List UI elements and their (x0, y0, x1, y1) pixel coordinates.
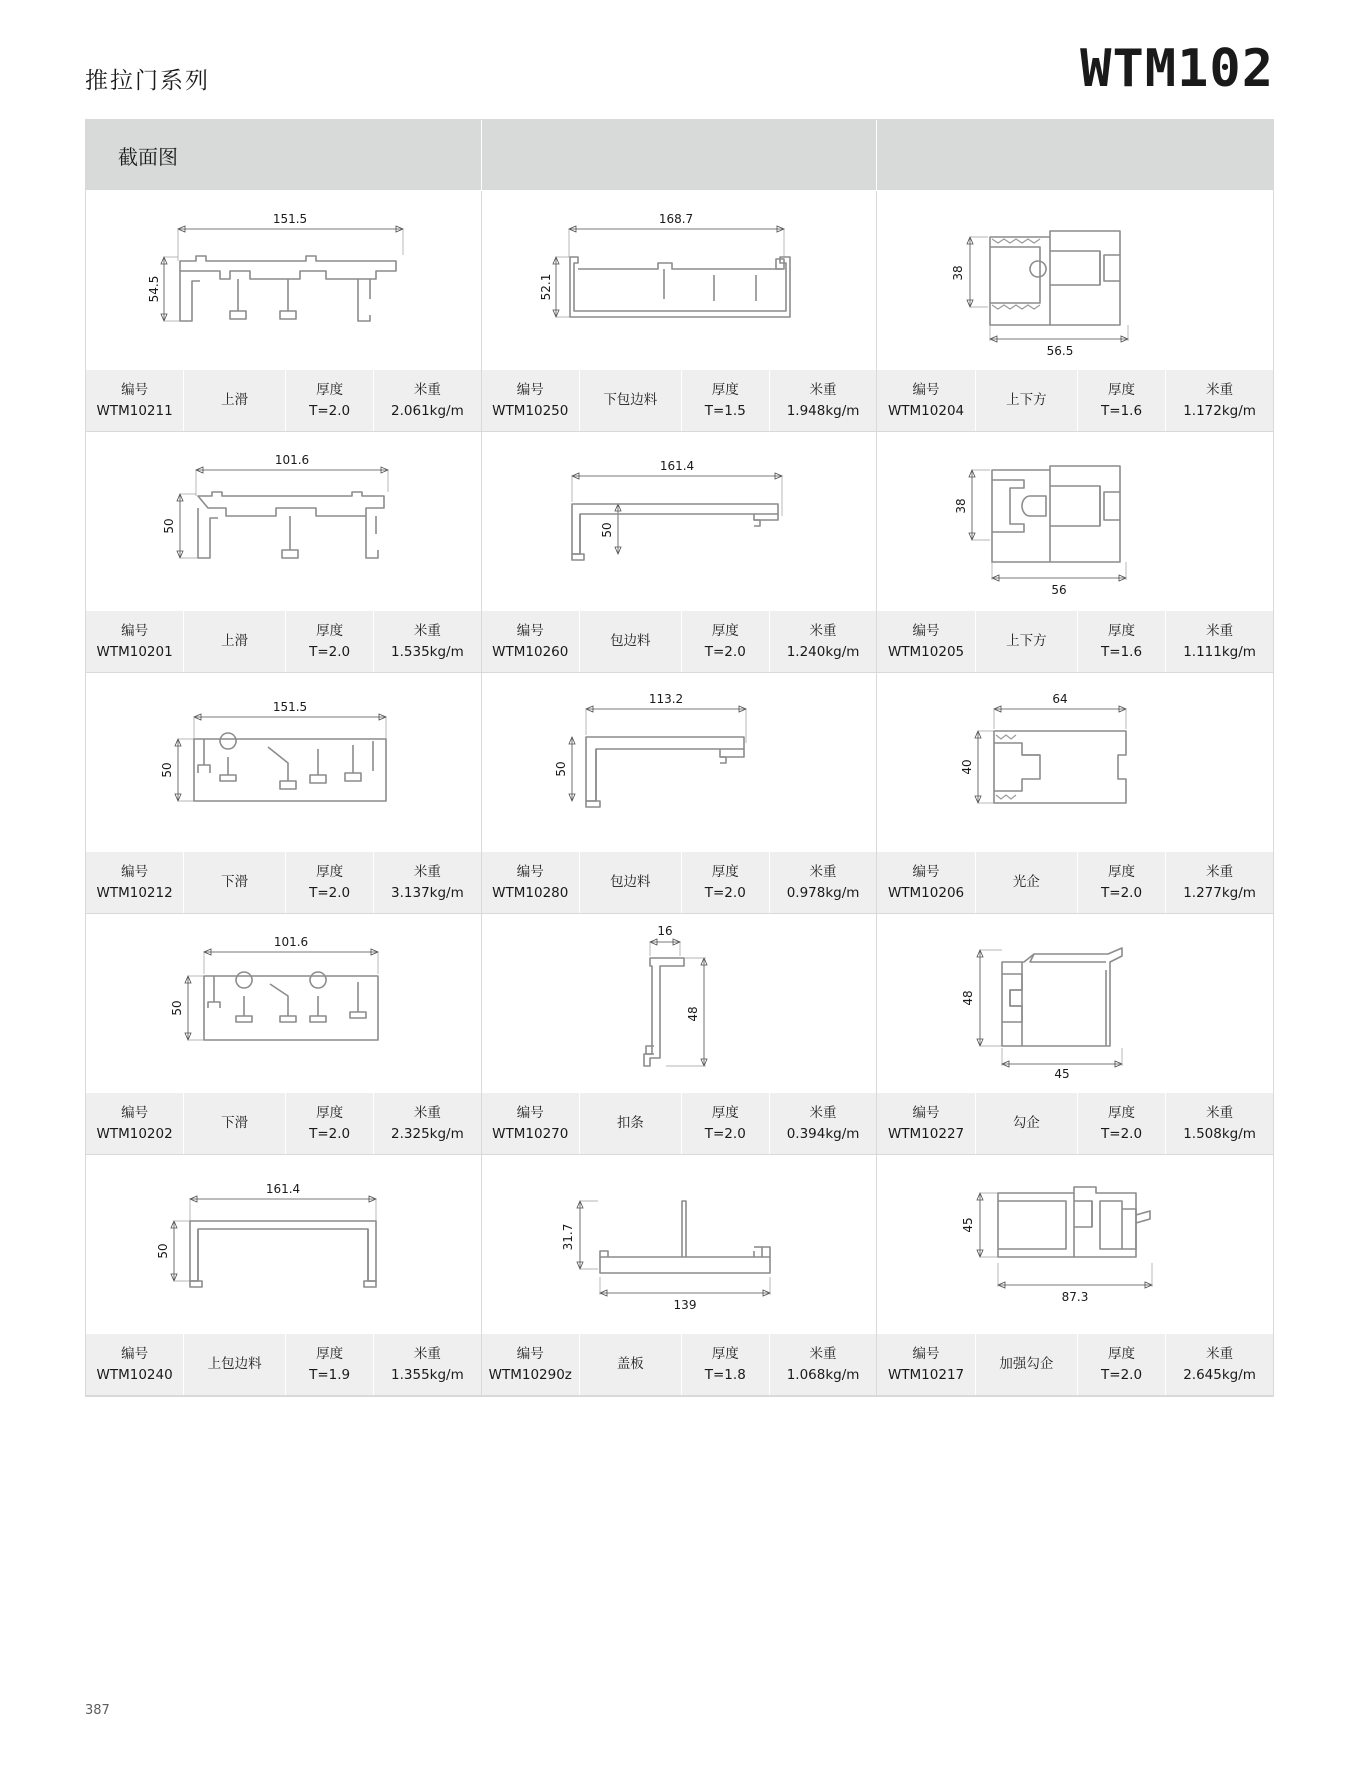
spec-name (184, 611, 286, 672)
spec-name-value: 上下方 (1006, 392, 1047, 409)
spec-code-value: WTM10290z (488, 1366, 572, 1383)
spec-weight (1166, 1334, 1273, 1395)
profile-sheet (85, 119, 1274, 1397)
spec-thickness (682, 852, 770, 913)
spec-thickness-value: T=2.0 (1101, 884, 1143, 901)
spec-weight-label: 米重 (1206, 1345, 1234, 1362)
spec-name-value: 上滑 (221, 392, 249, 409)
spec-thickness (1078, 852, 1166, 913)
spec-code-value: WTM10250 (492, 402, 569, 419)
spec-code-value: WTM10217 (887, 1366, 965, 1383)
spec-code (877, 1334, 975, 1395)
profile-drawing-wtm10270 (482, 914, 877, 1092)
spec-weight-value: 2.645kg/m (1183, 1366, 1256, 1383)
spec-row (482, 851, 877, 913)
spec-thickness-value: T=2.0 (309, 402, 351, 419)
profile-cell (482, 191, 878, 432)
profile-cell (877, 191, 1273, 432)
spec-thickness-label: 厚度 (711, 1345, 739, 1362)
spec-weight-label: 米重 (809, 622, 837, 639)
spec-row (877, 610, 1273, 672)
spec-code-label: 编号 (912, 1104, 940, 1121)
spec-row (877, 851, 1273, 913)
spec-thickness-value: T=1.5 (704, 402, 746, 419)
spec-name (580, 1334, 682, 1395)
spec-name (184, 1093, 286, 1154)
spec-thickness-value: T=1.6 (1101, 402, 1143, 419)
profile-drawing-wtm10217 (877, 1155, 1273, 1333)
spec-thickness-label: 厚度 (711, 1104, 739, 1121)
spec-weight-label: 米重 (809, 1345, 837, 1362)
spec-thickness-value: T=1.6 (1101, 643, 1143, 660)
dim-height: 50 (160, 762, 175, 778)
dim-width: 64 (1052, 692, 1068, 706)
dim-height: 48 (961, 990, 976, 1006)
spec-name-value: 光企 (1012, 874, 1040, 891)
dim-width: 113.2 (648, 692, 684, 706)
spec-code-label: 编号 (912, 1345, 940, 1362)
dim-height: 50 (162, 518, 177, 534)
dim-width: 161.4 (266, 1182, 301, 1196)
spec-weight (770, 1334, 877, 1395)
spec-code-label: 编号 (121, 1345, 149, 1362)
spec-code-label: 编号 (121, 1104, 149, 1121)
spec-name-value: 盖板 (616, 1356, 644, 1373)
profile-cell (86, 673, 482, 914)
profile-cell (86, 191, 482, 432)
profile-cell (86, 914, 482, 1155)
spec-weight-label: 米重 (413, 863, 441, 880)
profile-drawing-wtm10240 (86, 1155, 481, 1333)
spec-name (580, 1093, 682, 1154)
spec-thickness (1078, 1334, 1166, 1395)
spec-thickness-label: 厚度 (1108, 1104, 1136, 1121)
spec-code (482, 370, 580, 431)
dim-width: 161.4 (659, 459, 695, 473)
dim-width: 168.7 (658, 212, 694, 226)
profile-cell (482, 432, 878, 673)
spec-code-value: WTM10201 (96, 643, 173, 660)
spec-thickness-value: T=2.0 (704, 643, 746, 660)
spec-code-label: 编号 (121, 381, 149, 398)
spec-code (877, 370, 975, 431)
spec-thickness-value: T=2.0 (1101, 1366, 1143, 1383)
dim-height: 48 (685, 1006, 700, 1022)
spec-code-value: WTM10206 (887, 884, 965, 901)
spec-name (976, 611, 1078, 672)
profile-drawing-wtm10202 (86, 914, 481, 1092)
spec-weight-value: 2.061kg/m (391, 402, 464, 419)
spec-weight-label: 米重 (1206, 863, 1234, 880)
dim-width: 56.5 (1046, 344, 1074, 358)
profile-cell (877, 673, 1273, 914)
spec-row (482, 1092, 877, 1154)
profile-grid (86, 190, 1273, 1396)
dim-height: 50 (553, 761, 568, 777)
spec-row (877, 369, 1273, 431)
spec-code (86, 370, 184, 431)
spec-code-label: 编号 (516, 1345, 544, 1362)
spec-thickness-label: 厚度 (316, 622, 344, 639)
dim-width: 101.6 (274, 935, 309, 949)
spec-name (580, 852, 682, 913)
spec-thickness (682, 1334, 770, 1395)
profile-drawing-wtm10212 (86, 673, 481, 851)
spec-code-value: WTM10204 (887, 402, 965, 419)
spec-weight-label: 米重 (1206, 1104, 1234, 1121)
dim-height: 50 (599, 522, 614, 538)
spec-weight (1166, 852, 1273, 913)
spec-thickness (682, 370, 770, 431)
spec-code-label: 编号 (912, 622, 940, 639)
spec-thickness-value: T=2.0 (309, 884, 351, 901)
spec-weight-value: 1.172kg/m (1183, 402, 1256, 419)
spec-name (976, 852, 1078, 913)
spec-thickness (286, 1093, 374, 1154)
spec-thickness (1078, 370, 1166, 431)
profile-cell (86, 432, 482, 673)
spec-weight-value: 1.508kg/m (1183, 1125, 1256, 1142)
spec-name-value: 上滑 (221, 633, 249, 650)
profile-drawing-wtm10250 (482, 191, 877, 369)
spec-code-label: 编号 (912, 863, 940, 880)
model-code: WTM102 (1080, 39, 1274, 99)
spec-thickness-value: T=2.0 (309, 1125, 351, 1142)
spec-thickness-label: 厚度 (711, 381, 739, 398)
spec-thickness-value: T=2.0 (1101, 1125, 1143, 1142)
spec-code-value: WTM10202 (96, 1125, 173, 1142)
profile-drawing-wtm10206 (877, 673, 1273, 851)
spec-name (976, 370, 1078, 431)
spec-code-label: 编号 (912, 381, 940, 398)
spec-weight (374, 611, 481, 672)
spec-weight (374, 852, 481, 913)
spec-thickness-value: T=1.9 (309, 1366, 351, 1383)
profile-cell (877, 1155, 1273, 1396)
spec-weight (374, 1334, 481, 1395)
page-header (85, 0, 1274, 99)
spec-weight-value: 3.137kg/m (391, 884, 464, 901)
spec-thickness (286, 611, 374, 672)
spec-weight (770, 370, 877, 431)
dim-height: 31.7 (560, 1223, 575, 1251)
spec-code (86, 852, 184, 913)
spec-thickness (1078, 1093, 1166, 1154)
spec-weight-value: 0.978kg/m (786, 884, 860, 901)
spec-thickness-value: T=2.0 (704, 1125, 746, 1142)
profile-drawing-wtm10211 (86, 191, 481, 369)
spec-weight-value: 2.325kg/m (391, 1125, 464, 1142)
dim-height: 50 (156, 1243, 171, 1259)
dim-width: 101.6 (275, 453, 310, 467)
spec-name (184, 1334, 286, 1395)
spec-name-value: 上下方 (1006, 633, 1047, 650)
spec-row (877, 1333, 1273, 1395)
dim-height: 50 (170, 1000, 185, 1016)
profile-drawing-wtm10227 (877, 914, 1273, 1092)
spec-weight-value: 1.240kg/m (786, 643, 860, 660)
profile-drawing-wtm10204 (877, 191, 1273, 369)
spec-code-value: WTM10240 (96, 1366, 173, 1383)
spec-weight-label: 米重 (413, 622, 441, 639)
dim-width: 139 (673, 1298, 697, 1312)
spec-name-value: 勾企 (1012, 1115, 1040, 1132)
spec-weight (1166, 370, 1273, 431)
spec-weight-value: 1.948kg/m (786, 402, 860, 419)
spec-thickness (286, 1334, 374, 1395)
spec-code (86, 611, 184, 672)
profile-cell (482, 914, 878, 1155)
spec-code-value: WTM10280 (492, 884, 569, 901)
dim-height: 45 (961, 1217, 976, 1233)
spec-weight (374, 370, 481, 431)
profile-cell (482, 673, 878, 914)
spec-name-value: 扣条 (616, 1115, 644, 1132)
spec-weight-label: 米重 (809, 863, 837, 880)
spec-row (482, 1333, 877, 1395)
spec-code (877, 1093, 975, 1154)
spec-name (184, 370, 286, 431)
spec-weight (1166, 1093, 1273, 1154)
spec-weight-label: 米重 (809, 1104, 837, 1121)
spec-weight-value: 1.068kg/m (786, 1366, 860, 1383)
spec-thickness (286, 370, 374, 431)
spec-code-value: WTM10227 (887, 1125, 965, 1142)
spec-code (877, 611, 975, 672)
profile-drawing-wtm10205 (877, 432, 1273, 610)
series-title: 推拉门系列 (85, 68, 210, 94)
spec-row (877, 1092, 1273, 1154)
band-col-1 (86, 120, 482, 190)
spec-thickness-label: 厚度 (316, 381, 344, 398)
spec-row (86, 1333, 481, 1395)
spec-weight-label: 米重 (413, 1104, 441, 1121)
spec-weight-value: 1.111kg/m (1183, 643, 1256, 660)
profile-drawing-wtm10280 (482, 673, 877, 851)
spec-code (482, 611, 580, 672)
spec-name-value: 加强勾企 (999, 1356, 1054, 1373)
spec-name (580, 611, 682, 672)
spec-code (482, 852, 580, 913)
spec-code-label: 编号 (516, 863, 544, 880)
spec-weight-label: 米重 (413, 381, 441, 398)
spec-thickness-label: 厚度 (316, 1104, 344, 1121)
section-label: 截面图 (118, 144, 178, 169)
dim-width: 87.3 (1061, 1290, 1089, 1304)
profile-cell (877, 432, 1273, 673)
spec-thickness-label: 厚度 (711, 622, 739, 639)
profile-drawing-wtm10201 (86, 432, 481, 610)
spec-name-value: 下包边料 (603, 392, 658, 409)
dim-height: 38 (954, 498, 969, 514)
spec-weight (374, 1093, 481, 1154)
dim-width: 16 (657, 924, 673, 938)
spec-thickness (682, 611, 770, 672)
spec-name (184, 852, 286, 913)
dim-width: 56 (1051, 583, 1067, 597)
profile-cell (86, 1155, 482, 1396)
spec-weight-label: 米重 (1206, 381, 1234, 398)
spec-row (86, 369, 481, 431)
spec-thickness-label: 厚度 (1108, 1345, 1136, 1362)
spec-thickness (682, 1093, 770, 1154)
spec-weight-value: 1.355kg/m (391, 1366, 464, 1383)
spec-code-value: WTM10211 (96, 402, 173, 419)
spec-weight (770, 611, 877, 672)
spec-code-value: WTM10205 (887, 643, 965, 660)
spec-name-value: 包边料 (610, 874, 651, 891)
spec-weight-value: 1.535kg/m (391, 643, 464, 660)
spec-row (86, 851, 481, 913)
spec-name-value: 上包边料 (207, 1356, 262, 1373)
spec-code (86, 1093, 184, 1154)
spec-code-value: WTM10270 (492, 1125, 569, 1142)
spec-thickness-label: 厚度 (316, 1345, 344, 1362)
spec-name (580, 370, 682, 431)
spec-thickness-label: 厚度 (1108, 622, 1136, 639)
spec-name-value: 下滑 (221, 874, 249, 891)
dim-height: 38 (951, 265, 966, 281)
spec-thickness (1078, 611, 1166, 672)
spec-row (482, 369, 877, 431)
spec-row (482, 610, 877, 672)
spec-weight (1166, 611, 1273, 672)
profile-cell (482, 1155, 878, 1396)
spec-thickness-value: T=2.0 (704, 884, 746, 901)
spec-code (86, 1334, 184, 1395)
spec-code (877, 852, 975, 913)
spec-code-label: 编号 (121, 622, 149, 639)
dim-width: 151.5 (273, 212, 308, 226)
spec-thickness-label: 厚度 (1108, 381, 1136, 398)
band-col-2 (482, 120, 878, 190)
spec-code-value: WTM10260 (492, 643, 569, 660)
spec-row (86, 1092, 481, 1154)
spec-name (976, 1334, 1078, 1395)
profile-drawing-wtm10260 (482, 432, 877, 610)
spec-weight-label: 米重 (809, 381, 837, 398)
dim-height: 40 (960, 759, 975, 775)
spec-thickness-label: 厚度 (711, 863, 739, 880)
spec-code-value: WTM10212 (96, 884, 173, 901)
spec-weight-label: 米重 (413, 1345, 441, 1362)
spec-thickness-value: T=2.0 (309, 643, 351, 660)
spec-code-label: 编号 (516, 1104, 544, 1121)
spec-code-label: 编号 (516, 381, 544, 398)
spec-name-value: 下滑 (221, 1115, 249, 1132)
spec-weight-value: 0.394kg/m (786, 1125, 860, 1142)
band-col-3 (877, 120, 1273, 190)
spec-thickness (286, 852, 374, 913)
profile-cell (877, 914, 1273, 1155)
spec-code-label: 编号 (121, 863, 149, 880)
spec-code (482, 1093, 580, 1154)
spec-weight (770, 1093, 877, 1154)
spec-thickness-label: 厚度 (316, 863, 344, 880)
spec-thickness-label: 厚度 (1108, 863, 1136, 880)
spec-code (482, 1334, 580, 1395)
profile-drawing-wtm10290z (482, 1155, 877, 1333)
spec-weight-value: 1.277kg/m (1183, 884, 1256, 901)
dim-height: 54.5 (147, 275, 162, 303)
dim-width: 45 (1054, 1067, 1070, 1081)
spec-weight (770, 852, 877, 913)
spec-row (86, 610, 481, 672)
spec-name (976, 1093, 1078, 1154)
dim-width: 151.5 (273, 700, 308, 714)
section-band (86, 120, 1273, 190)
page-number: 387 (85, 1703, 110, 1718)
dim-height: 52.1 (538, 273, 553, 301)
spec-thickness-value: T=1.8 (704, 1366, 746, 1383)
spec-weight-label: 米重 (1206, 622, 1234, 639)
spec-code-label: 编号 (516, 622, 544, 639)
spec-name-value: 包边料 (610, 633, 651, 650)
